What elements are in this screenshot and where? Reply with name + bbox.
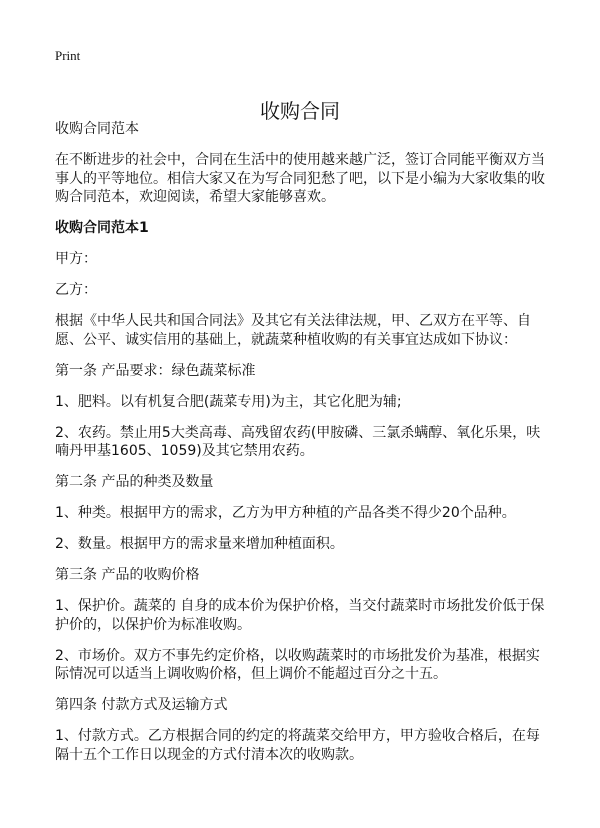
- clause: 1、付款方式。乙方根据合同的约定的将蔬菜交给甲方，甲方验收合格后，在每隔十五个工作日以现金的方式付清本次的收购款。: [55, 728, 540, 763]
- article-4-heading: 第四条 付款方式及运输方式: [55, 697, 228, 713]
- article-2-heading: 第二条 产品的种类及数量: [55, 474, 214, 490]
- clause: 2、市场价。双方不事先约定价格，以收购蔬菜时的市场批发价为基准，根据实际情况可以适当上调收购价格，但上调价不能超过百分之十五。: [55, 647, 540, 682]
- document-title: 收购合同: [260, 99, 340, 124]
- clause: 1、种类。根据甲方的需求，乙方为甲方种植的产品各类不得少20个品种。: [55, 505, 516, 521]
- clause: 2、农药。禁止用5大类高毒、高残留农药(甲胺磷、三氯杀螨醇、氧化乐果，呋喃丹甲基1605、1059)及其它禁用农药。: [55, 424, 541, 459]
- article-1-heading: 第一条 产品要求：绿色蔬菜标准: [55, 362, 256, 379]
- section-heading: 收购合同范本1: [55, 220, 149, 236]
- intro-paragraph: 在不断进步的社会中，合同在生活中的使用越来越广泛，签订合同能平衡双方当事人的平等地位。相信大家又在为写合同犯愁了吧，以下是小编为大家收集的收购合同范本，欢迎阅读，希望大家能够喜欢。: [55, 152, 545, 205]
- clause: 1、保护价。蔬菜的 自身的成本价为保护价格，当交付蔬菜时市场批发价低于保护价的，以保护价为标准收购。: [55, 598, 545, 633]
- document-body: [55, 120, 549, 777]
- party-a: 甲方：: [55, 251, 97, 267]
- clause: 2、数量。根据甲方的需求量来增加种植面积。: [55, 536, 344, 552]
- preamble: 根据《中华人民共和国合同法》及其它有关法律法规，甲、乙双方在平等、自愿、公平、诚实信用的基础上，就蔬菜种植收购的有关事宜达成如下协议：: [55, 313, 531, 348]
- clause: 1、肥料。以有机复合肥(蔬菜专用)为主，其它化肥为辅;: [55, 393, 402, 410]
- party-b: 乙方：: [55, 282, 97, 298]
- print-link[interactable]: Print: [55, 48, 81, 63]
- subtitle: 收购合同范本: [55, 121, 139, 137]
- article-3-heading: 第三条 产品的收购价格: [55, 567, 200, 583]
